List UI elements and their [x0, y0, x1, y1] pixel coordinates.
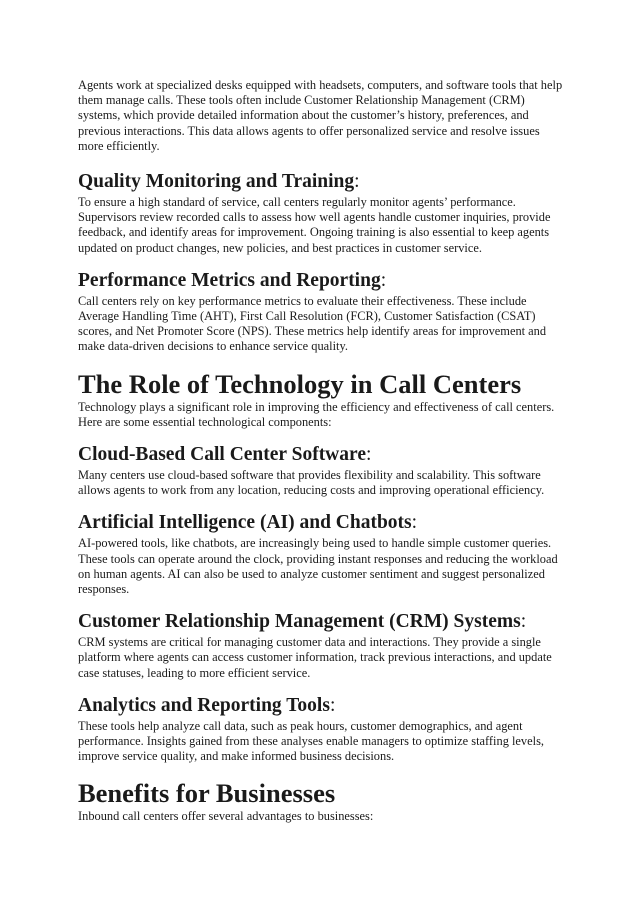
heading-text: Artificial Intelligence (AI) and Chatbots [78, 512, 412, 534]
section-body: Call centers rely on key performance metrics to evaluate their effectiveness. These include Average Handling Time (AHT), First Call Resolution (FCR), Customer Satisfaction (CSAT) scores, and Net Promoter Score (NPS). These metrics help identify areas for improvement and make data-driven decisions to enhance service quality. [78, 293, 547, 354]
chapter-intro: Technology plays a significant role in improving the efficiency and effectiveness of call centers. Here are some essential technological components: [78, 399, 555, 429]
section-heading [78, 171, 564, 193]
section-heading [78, 611, 564, 633]
heading-text: Analytics and Reporting Tools [78, 694, 330, 716]
section-cloud-software [78, 444, 564, 498]
heading-colon: : [329, 694, 336, 716]
section-heading [78, 444, 564, 466]
section-body: These tools help analyze call data, such as peak hours, customer demographics, and agent performance. Insights gained from these analyses enable managers to optimize staffing levels, improve service quality, and make informed business decisions. [78, 718, 544, 764]
heading-colon: : [520, 611, 527, 633]
document-page [78, 78, 564, 839]
section-analytics-tools [78, 695, 564, 765]
section-heading [78, 695, 564, 717]
heading-colon: : [380, 269, 387, 291]
section-body: Many centers use cloud-based software that provides flexibility and scalability. This software allows agents to work from any location, reducing costs and improving operational efficiency. [78, 468, 545, 498]
section-ai-chatbots [78, 512, 564, 597]
chapter-technology [78, 369, 564, 430]
heading-text: Quality Monitoring and Training [78, 171, 355, 193]
section-body: CRM systems are critical for managing customer data and interactions. They provide a single platform where agents can access customer information, track previous interactions, and update case statuses, leading to more efficient service. [78, 635, 552, 680]
section-body: To ensure a high standard of service, call centers regularly monitor agents’ performance. Supervisors review recorded calls to assess how well agents handle customer inquiries, provide feedback, and identify areas for improvement. Ongoing training is also essential to keep agents updated on product changes, new policies, and best practices in customer service. [78, 195, 551, 255]
heading-text: Performance Metrics and Reporting [78, 269, 381, 291]
chapter-intro: Inbound call centers offer several advantages to businesses: [78, 809, 374, 824]
chapter-benefits [78, 778, 564, 824]
section-crm-systems [78, 611, 564, 681]
chapter-title: The Role of Technology in Call Centers [78, 368, 522, 399]
heading-colon: : [411, 512, 418, 534]
section-heading [78, 512, 564, 534]
heading-text: Cloud-Based Call Center Software [78, 444, 366, 466]
heading-colon: : [354, 171, 360, 193]
section-performance-metrics [78, 270, 564, 355]
section-quality-monitoring [78, 171, 564, 256]
intro-paragraph: Agents work at specialized desks equipped with headsets, computers, and software tools that help them manage calls. These tools often include Customer Relationship Management (CRM) systems, which provide detailed information about the customer’s history, preferences, and previous interactions. This data allows agents to offer personalized service and resolve issues more efficiently. [78, 78, 563, 153]
chapter-title: Benefits for Businesses [78, 778, 336, 809]
heading-colon: : [365, 444, 372, 466]
heading-text: Customer Relationship Management (CRM) Systems [78, 611, 521, 633]
section-heading [78, 270, 564, 292]
section-body: AI-powered tools, like chatbots, are increasingly being used to handle simple customer queries. These tools can operate around the clock, providing instant responses and reducing the workload on human agents. AI can also be used to analyze customer sentiment and suggest personalized responses. [78, 536, 558, 597]
